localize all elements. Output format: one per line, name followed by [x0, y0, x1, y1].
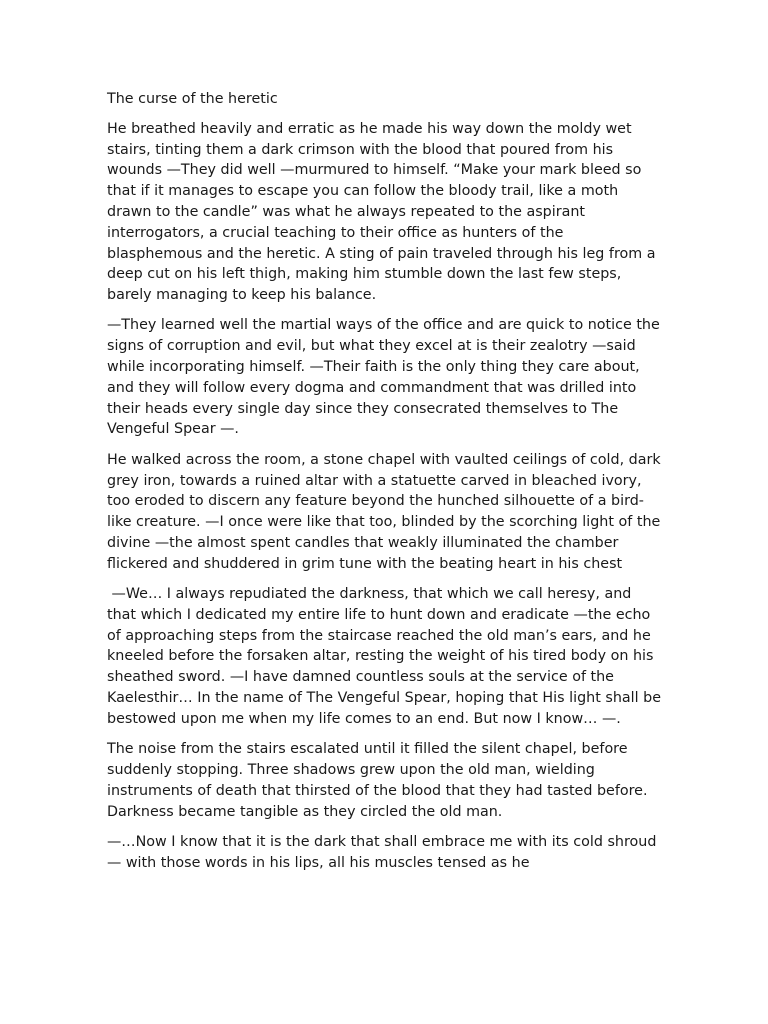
document-title: The curse of the heretic: [107, 91, 278, 107]
paragraph-5: The noise from the stairs escalated until it filled the silent chapel, before suddenly stopping. Three shadows grew upon the old man, wielding instruments of death that thirsted of the blood that they had tasted before. Darkness became tangible as they circled the old man.: [107, 741, 653, 820]
paragraph-1: He breathed heavily and erratic as he made his way down the moldy wet stairs, tinting them a dark crimson with the blood that poured from his wounds —They did well —murmured to himself. “Make your mark bleed so that if it manages to escape you can follow the bloody trail, like a moth drawn to the candle” was what he always repeated to the aspirant interrogators, a crucial teaching to their office as hunters of the blasphemous and the heretic. A sting of pain traveled through his leg from a deep cut on his left thigh, making him stumble down the last few steps, barely managing to keep his balance.: [107, 120, 661, 304]
paragraph-2: —They learned well the martial ways of the office and are quick to notice the signs of corruption and evil, but what they excel at is their zealotry —said while incorporating himself. —Their faith is the only thing they care about, and they will follow every dogma and commandment that was drilled into their heads every single day since they consecrated themselves to The Vengeful Spear —.: [107, 317, 665, 438]
paragraph-4: —We… I always repudiated the darkness, that which we call heresy, and that which I dedicated my entire life to hunt down and eradicate —the echo of approaching steps from the staircase reached the old man’s ears, and he kneeled before the forsaken altar, resting the weight of his tired body on his sheathed sword. —I have damned countless souls at the service of the Kaelesthir… In the name of The Vengeful Spear, hoping that His light shall be bestowed upon me when my life comes to an end. But now I know… —.: [107, 586, 666, 727]
paragraph-3: He walked across the room, a stone chapel with vaulted ceilings of cold, dark grey iron, towards a ruined altar with a statuette carved in bleached ivory, too eroded to discern any feature beyond the hunched silhouette of a bird-like creature. —I once were like that too, blinded by the scorching light of the divine —the almost spent candles that weakly illuminated the chamber flickered and shuddered in grim tune with the beating heart in his chest: [107, 451, 666, 572]
paragraph-6: —…Now I know that it is the dark that shall embrace me with its cold shroud— with those words in his lips, all his muscles tensed as he: [107, 833, 657, 871]
document-body: [107, 89, 666, 883]
